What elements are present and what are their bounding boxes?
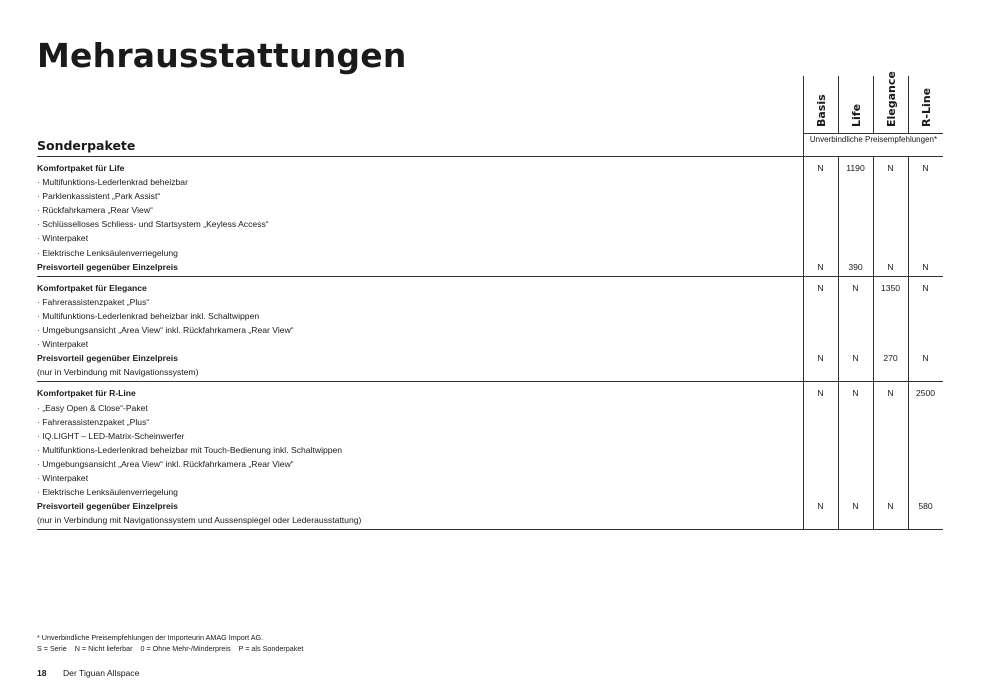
table-row <box>37 499 943 513</box>
row-label: (nur in Verbindung mit Navigationssystem und Aussenspiegel oder Lederausstattung) <box>37 515 362 526</box>
row-label: · Fahrerassistenzpaket „Plus“ <box>37 416 150 427</box>
row-label: · Multifunktions-Lederlenkrad beheizbar inkl. Schaltwippen <box>37 310 260 321</box>
price-cell: N <box>887 501 894 512</box>
table-row <box>37 365 943 379</box>
price-cell: N <box>922 282 929 293</box>
page-number: 18 <box>37 668 47 678</box>
row-label: · Umgebungsansicht „Area View“ inkl. Rückfahrkamera „Rear View“ <box>37 325 294 336</box>
table-row <box>37 309 943 323</box>
column-label: Elegance <box>884 71 898 127</box>
price-cell: N <box>817 261 824 272</box>
table-row <box>37 295 943 309</box>
table-row <box>37 246 943 260</box>
price-cell: N <box>817 388 824 399</box>
table-row <box>37 429 943 443</box>
row-label: · Umgebungsansicht „Area View“ inkl. Rückfahrkamera „Rear View“ <box>37 458 294 469</box>
column-header-elegance <box>873 71 909 133</box>
price-cell: 270 <box>883 353 898 364</box>
row-label: · IQ.LIGHT – LED-Matrix-Scheinwerfer <box>37 430 185 441</box>
table-row <box>37 386 943 400</box>
row-label: · Winterpaket <box>37 233 89 244</box>
price-cell: N <box>922 353 929 364</box>
row-label: · Elektrische Lenksäulenverriegelung <box>37 247 178 258</box>
column-label: R-Line <box>919 87 933 127</box>
price-cell: 1190 <box>846 163 865 173</box>
footer-title: Der Tiguan Allspace <box>62 668 140 678</box>
price-cell: N <box>922 163 929 173</box>
table-row <box>37 337 943 351</box>
row-label: · Rückfahrkamera „Rear View“ <box>37 205 153 216</box>
price-cell: N <box>817 282 824 293</box>
table-row <box>37 401 943 415</box>
price-cell: N <box>887 388 894 399</box>
price-cell: 390 <box>848 261 863 272</box>
footnote-asterisk: * Unverbindliche Preisempfehlungen der Importeurin AMAG Import AG. <box>37 633 264 642</box>
package-group <box>37 382 943 530</box>
row-label: Preisvorteil gegenüber Einzelpreis <box>37 501 178 512</box>
price-cell: N <box>852 353 859 364</box>
table-row <box>37 457 943 471</box>
row-label: Preisvorteil gegenüber Einzelpreis <box>37 261 178 272</box>
row-label: · Fahrerassistenzpaket „Plus“ <box>37 296 150 307</box>
price-cell: N <box>887 261 894 272</box>
table-row <box>37 471 943 485</box>
table-row <box>37 161 943 175</box>
row-label: · „Easy Open & Close“-Paket <box>37 402 148 413</box>
section-title: Sonderpakete <box>37 138 136 153</box>
row-label: · Parklenkassistent „Park Assist“ <box>37 191 161 202</box>
price-cell: N <box>852 501 859 512</box>
row-label: (nur in Verbindung mit Navigationssystem) <box>37 367 199 378</box>
row-label: Komfortpaket für R-Line <box>37 388 136 399</box>
table-row <box>37 351 943 365</box>
table-row <box>37 415 943 429</box>
row-label: · Winterpaket <box>37 472 89 483</box>
price-cell: 580 <box>918 501 933 512</box>
price-cell: 1350 <box>880 282 901 293</box>
footnote-legend: S = Serie N = Nicht lieferbar 0 = Ohne Mehr-/Minderpreis P = als Sonderpaket <box>37 644 304 653</box>
row-label: · Winterpaket <box>37 339 89 350</box>
row-label: Komfortpaket für Life <box>37 163 125 173</box>
price-cell: N <box>887 163 894 173</box>
price-cell: N <box>817 353 824 364</box>
price-cell: N <box>817 501 824 512</box>
row-label: Preisvorteil gegenüber Einzelpreis <box>37 353 178 364</box>
table-body <box>37 157 943 530</box>
table-row <box>37 281 943 295</box>
table-row <box>37 485 943 499</box>
price-note-header: Unverbindliche Preisempfehlungen* <box>803 133 943 156</box>
table-row <box>37 217 943 231</box>
table-row <box>37 260 943 274</box>
table-row <box>37 189 943 203</box>
price-cell: N <box>852 282 859 293</box>
column-label: Basis <box>814 94 828 127</box>
column-header-life <box>838 76 874 133</box>
table-row <box>37 323 943 337</box>
table-row <box>37 513 943 527</box>
footnote <box>37 632 303 654</box>
table-header <box>37 71 943 157</box>
price-cell: 2500 <box>915 388 936 399</box>
page-footer <box>37 668 139 678</box>
row-label: · Multifunktions-Lederlenkrad beheizbar <box>37 177 188 188</box>
column-header-r-line <box>908 76 944 133</box>
package-group <box>37 157 943 277</box>
options-table <box>37 71 943 530</box>
price-cell: N <box>922 261 929 272</box>
page-title: Mehrausstattungen <box>37 36 407 75</box>
table-row <box>37 443 943 457</box>
column-label: Life <box>849 103 863 127</box>
table-row <box>37 175 943 189</box>
table-row <box>37 231 943 245</box>
row-label: · Schlüsselloses Schliess- und Startsystem „Keyless Access“ <box>37 219 269 230</box>
price-cell: N <box>817 163 824 173</box>
row-label: Komfortpaket für Elegance <box>37 282 147 293</box>
row-label: · Multifunktions-Lederlenkrad beheizbar mit Touch-Bedienung inkl. Schaltwippen <box>37 444 343 455</box>
package-group <box>37 277 943 383</box>
table-row <box>37 203 943 217</box>
column-header-basis <box>803 76 839 133</box>
row-label: · Elektrische Lenksäulenverriegelung <box>37 487 178 498</box>
price-cell: N <box>852 388 859 399</box>
